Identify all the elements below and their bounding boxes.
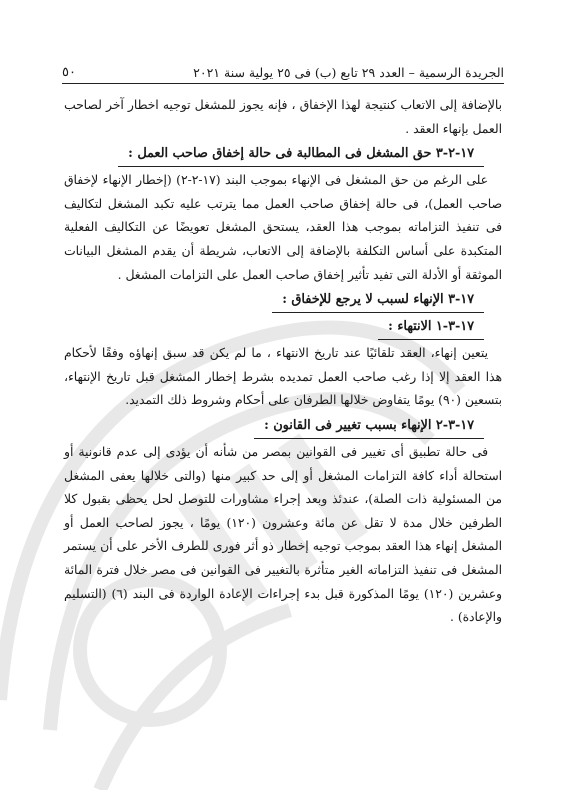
section-heading-17-3-1: ١٧-٣-١ الانتهاء : [378, 316, 484, 340]
page-number: ٥٠ [62, 65, 76, 80]
section-heading-17-3: ١٧-٣ الإنهاء لسبب لا يرجع للإخفاق : [272, 289, 484, 313]
section-heading-17-2-3: ١٧-٢-٣ حق المشغل فى المطالبة فى حالة إخفاق صاحب العمل : [118, 143, 484, 167]
paragraph-expiry: يتعين إنهاء، العقد تلقائيًا عند تاريخ الانتهاء ، ما لم يكن قد سبق إنهاؤه وفقًا لأحكام هذا العقد إلا إذا رغب صاحب العمل تمديده بشرط إخطار المشغل قبل تاريخ الإنتهاء، بتسعين (٩٠) يومًا يتفاوض خلالها الطرفان على أحكام وشروط ذلك التمديد. [64, 346, 502, 408]
section-heading-17-3-2: ١٧-٣-٢ الإنهاء بسبب تغيير فى القانون : [254, 415, 484, 439]
gazette-title: الجريدة الرسمية – العدد ٢٩ تابع (ب) فى ٢٥ يولية سنة ٢٠٢١ [193, 65, 504, 80]
document-body [64, 94, 502, 630]
paragraph-continuation: بالإضافة إلى الاتعاب كنتيجة لهذا الإخفاق ، فإنه يجوز للمشغل توجيه اخطار آخر لصاحب العمل بإنهاء العقد . [64, 98, 502, 136]
page-header [62, 58, 504, 84]
paragraph-claim-rights: على الرغم من حق المشغل فى الإنهاء بموجب البند (١٧-٢-٢) (إخطار الإنهاء لإخفاق صاحب العمل)، فى حالة إخفاق صاحب العمل مما يترتب عليه تكبد المشغل لتكاليف فى تنفيذ التزاماته بموجب هذا العقد، يستحق المشغل تعويضًا عن التكاليف الفعلية المتكبدة على أساس التكلفة بالإضافة إلى الاتعاب، شريطة أن يقدم المشغل البيانات الموثقة أو الأدلة التى تفيد تأثير إخفاق صاحب العمل على التزامات المشغل . [64, 173, 502, 282]
paragraph-change-in-law: فى حالة تطبيق أى تغيير فى القوانين بمصر من شأنه أن يؤدى إلى عدم قانونية أو استحالة أداء كافة التزامات المشغل أو إلى حد كبير منها (والتى خلالها يعفى المشغل من المسئولية ذات الصلة)، عندئذ وبعد إجراء مشاورات للتوصل لحل يحظى بقبول كلا الطرفين خلال مدة لا تقل عن مائة وعشرون (١٢٠) يومًا ، يجوز لصاحب العمل أو المشغل إنهاء هذا العقد بموجب توجيه إخطار ذو أثر فورى للطرف الأخر على أن يستمر المشغل فى تنفيذ التزاماته الغير متأثرة بالتغيير فى القوانين فى مصر خلال فترة المائة وعشرين (١٢٠) يومًا المذكورة قبل بدء إجراءات الإعادة الواردة فى البند (٦) (التسليم والإعادة) . [64, 444, 502, 625]
